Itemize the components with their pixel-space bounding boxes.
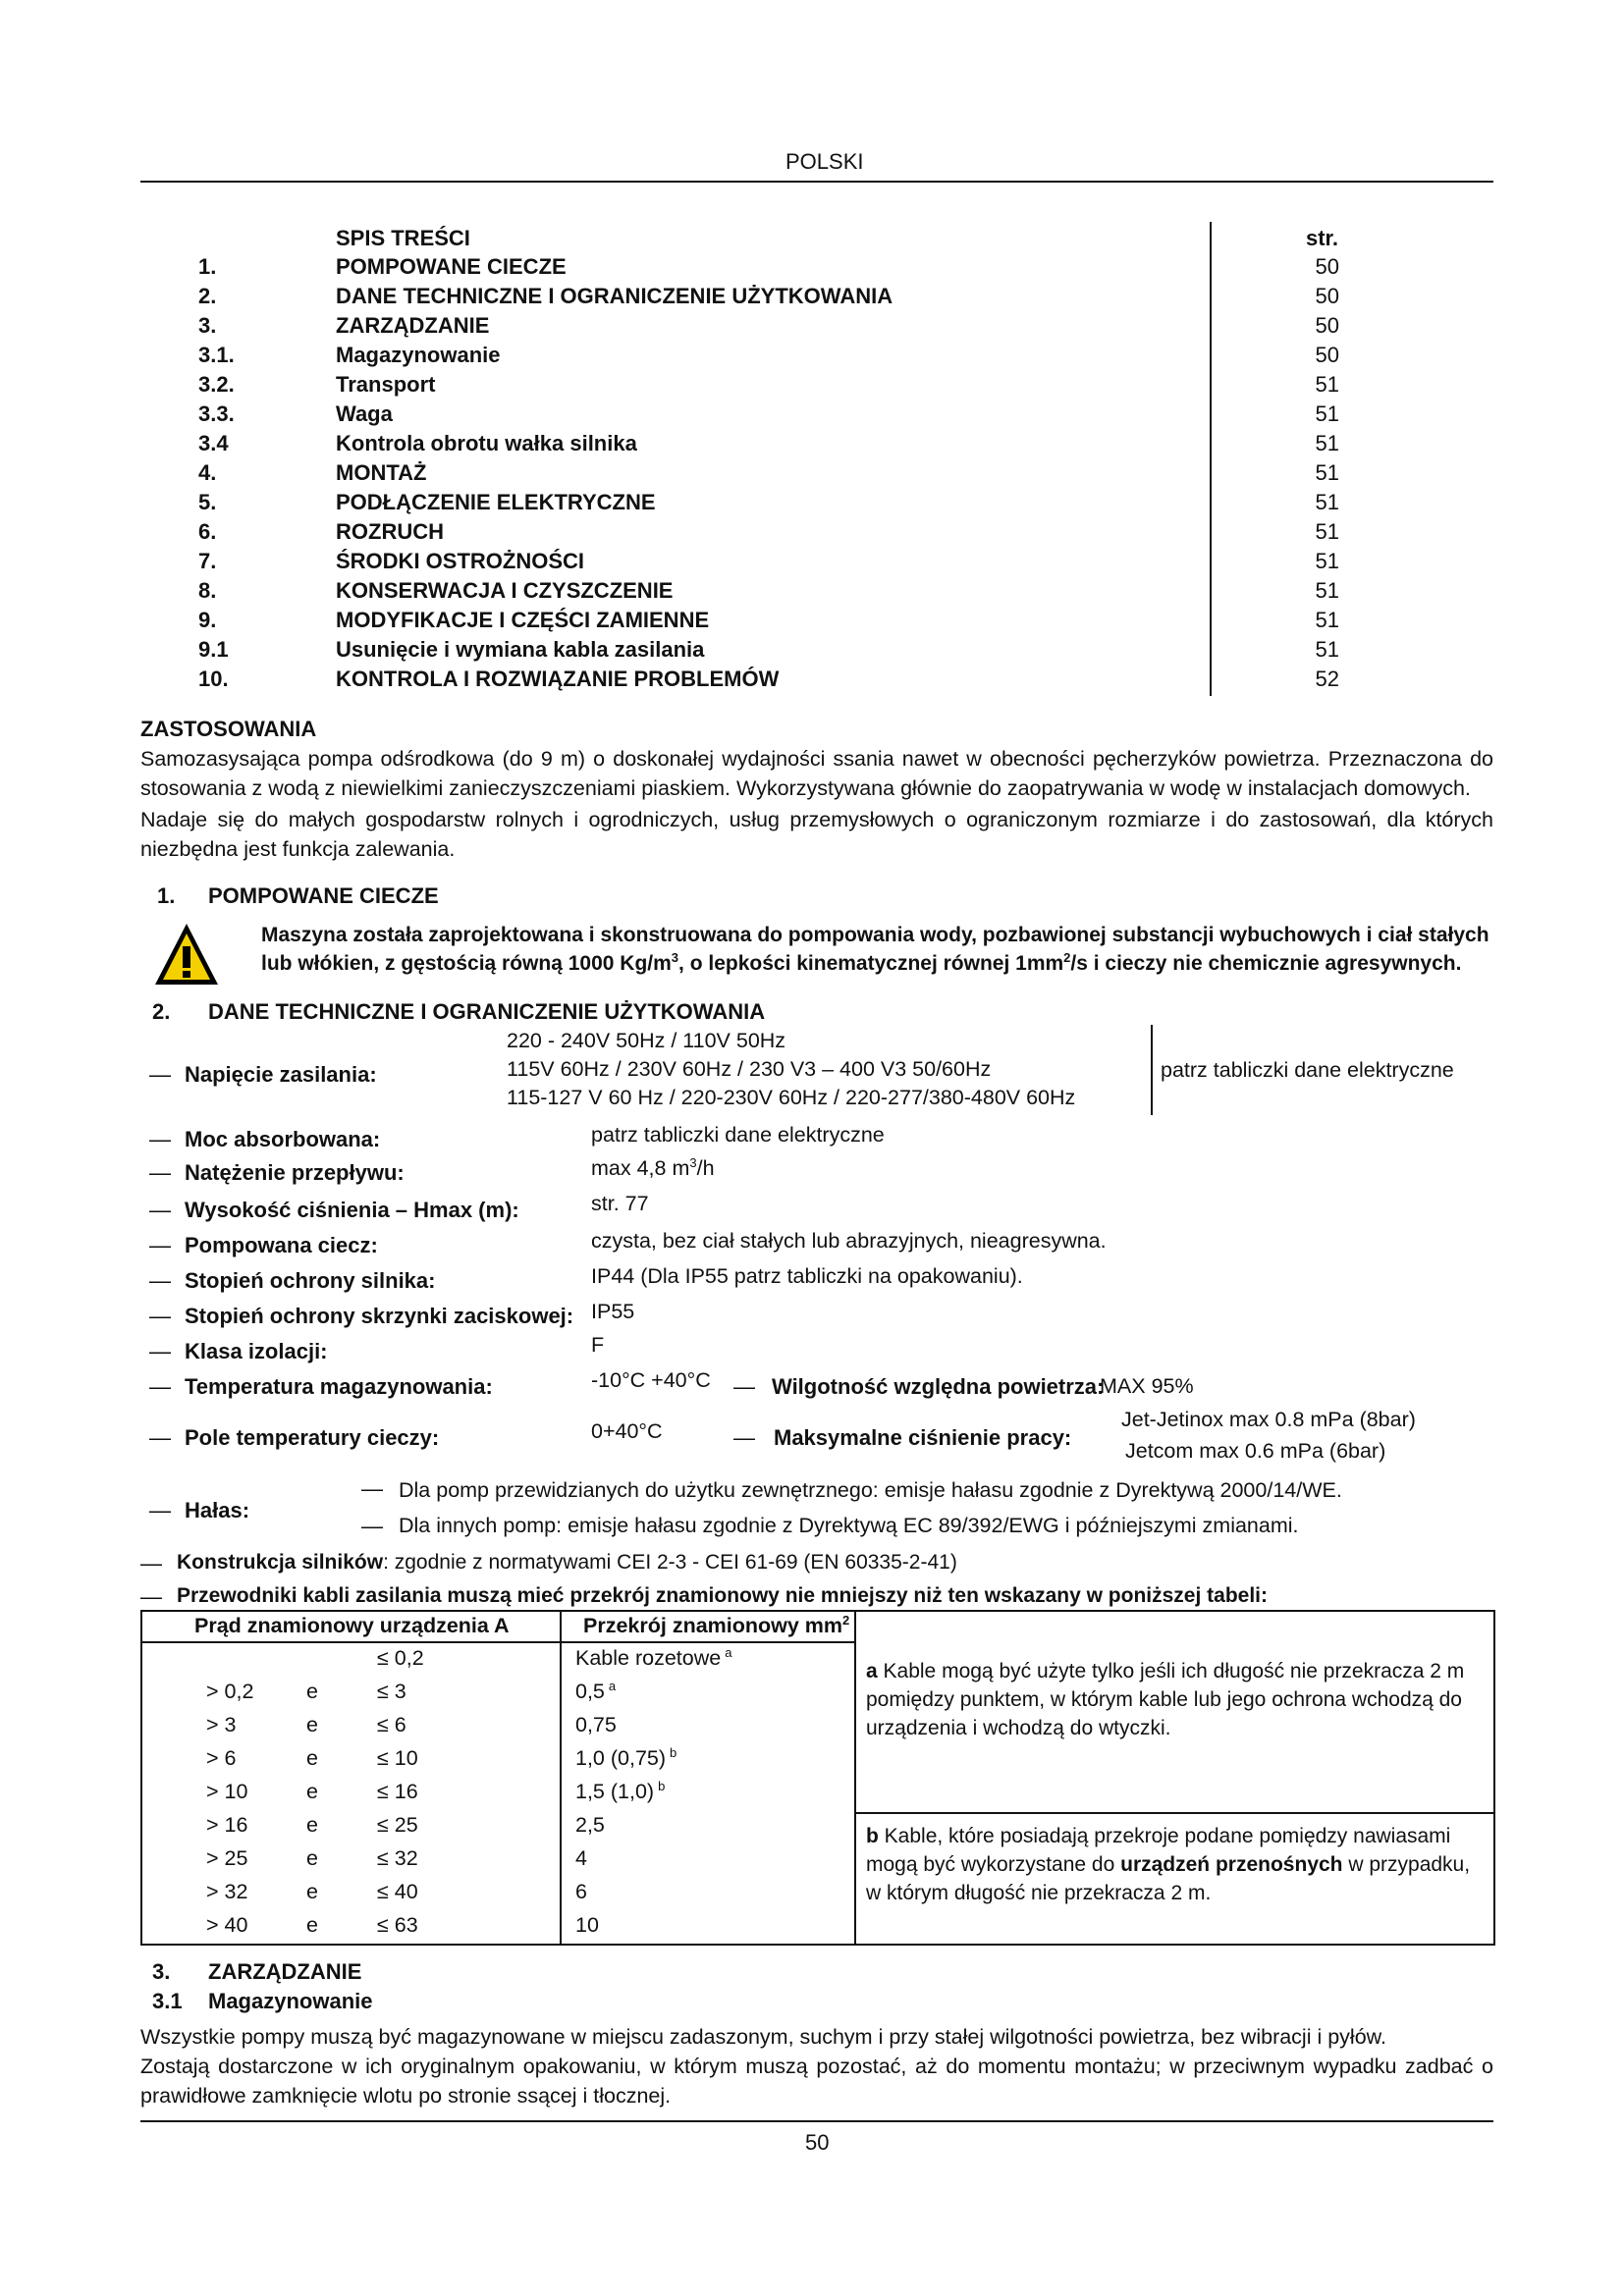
- table-header-current: Prąd znamionowy urządzenia A: [194, 1614, 510, 1637]
- table-cell-upper-bound: ≤ 3: [377, 1680, 406, 1703]
- dash-bullet: —: [733, 1425, 755, 1450]
- toc-entry-page: 51: [1315, 431, 1339, 455]
- footer-rule: [140, 2120, 1493, 2122]
- table-cell-section: [575, 1746, 677, 1771]
- table-cell-section-value: 1,0 (0,75): [575, 1746, 667, 1770]
- warning-line-2-c: /s i cieczy nie chemicznie agresywnych.: [1070, 952, 1462, 975]
- voltage-divider: [1151, 1025, 1153, 1115]
- construction-value: : zgodnie z normatywami CEI 2-3 - CEI 61-69 (EN 60335-2-41): [383, 1551, 957, 1574]
- section-3-paragraph-1: Wszystkie pompy muszą być magazynowane w miejscu zadaszonym, suchym i przy stałej wilgotności powietrza, bez wibracji i pyłów.: [140, 2025, 1386, 2049]
- humidity-value: MAX 95%: [1100, 1374, 1194, 1398]
- table-cell-section: [575, 1646, 731, 1671]
- toc-entry-number: 7.: [198, 549, 217, 573]
- warning-line-2-b: , o lepkości kinematycznej równej 1mm: [678, 952, 1064, 975]
- toc-entry-number: 9.1: [198, 637, 229, 662]
- table-cell-lower-bound: > 6: [206, 1746, 237, 1770]
- table-border: [854, 1610, 856, 1946]
- table-cell-section: [575, 1846, 591, 1871]
- toc-entry: [0, 460, 1624, 490]
- toc-entry: [0, 608, 1624, 637]
- toc-entry-page: 51: [1315, 372, 1339, 397]
- toc-entry-title: Usunięcie i wymiana kabla zasilania: [336, 637, 705, 662]
- storage-temp-label: Temperatura magazynowania:: [185, 1374, 493, 1399]
- toc-entry-page: 51: [1315, 401, 1339, 426]
- table-cell-section-footnote: a: [608, 1678, 617, 1693]
- table-note-b-mark: b: [866, 1825, 879, 1847]
- warning-sup-1: 3: [671, 950, 679, 965]
- toc-entry-title: KONSERWACJA I CZYSZCZENIE: [336, 578, 674, 603]
- liquid-temp-value: 0+40°C: [591, 1419, 663, 1443]
- table-cell-conjunction: e: [306, 1780, 318, 1803]
- table-cell-conjunction: e: [306, 1846, 318, 1870]
- motor-protection-label: Stopień ochrony silnika:: [185, 1268, 436, 1293]
- table-border: [1493, 1610, 1495, 1946]
- table-border: [140, 1610, 142, 1946]
- toc-entry-title: MONTAŻ: [336, 460, 427, 485]
- toc-entry: [0, 578, 1624, 608]
- table-border: [560, 1610, 562, 1946]
- table-note-b-line-2a: mogą być wykorzystane do: [866, 1853, 1121, 1876]
- toc-entry-page: 50: [1315, 343, 1339, 367]
- applications-heading: ZASTOSOWANIA: [140, 717, 317, 741]
- table-note-a-line-2: pomiędzy punktem, w którym kable lub jego ochrona wchodzą do: [866, 1688, 1462, 1711]
- section-3-1-number: 3.1: [152, 1989, 183, 2013]
- warning-triangle-icon: [152, 920, 221, 988]
- toc-entry: [0, 254, 1624, 284]
- toc-entry-title: Waga: [336, 401, 393, 426]
- dash-bullet: —: [149, 1374, 171, 1399]
- section-2-number: 2.: [152, 999, 171, 1024]
- motor-protection-value: IP44 (Dla IP55 patrz tabliczki na opakowaniu).: [591, 1264, 1023, 1288]
- table-cell-conjunction: e: [306, 1880, 318, 1903]
- toc-entry-title: Magazynowanie: [336, 343, 501, 367]
- toc-entry-title: DANE TECHNICZNE I OGRANICZENIE UŻYTKOWANIA: [336, 284, 893, 308]
- section-3-paragraph-2: Zostają dostarczone w ich oryginalnym opakowaniu, w którym muszą pozostać, aż do momentu montażu; w przeciwnym wypadku zadbać o prawidłowe zamknięcie wlotu po stronie ssącej i tłocznej.: [140, 2055, 1493, 2108]
- table-cell-lower-bound: > 10: [206, 1780, 248, 1803]
- toc-entry: [0, 490, 1624, 519]
- dash-bullet: —: [149, 1062, 171, 1087]
- toc-entry-title: MODYFIKACJE I CZĘŚCI ZAMIENNE: [336, 608, 710, 632]
- liquid-label: Pompowana ciecz:: [185, 1233, 378, 1257]
- toc-entry: [0, 313, 1624, 343]
- toc-entry-number: 1.: [198, 254, 217, 279]
- toc-entry: [0, 637, 1624, 667]
- table-cell-lower-bound: > 25: [206, 1846, 248, 1870]
- table-cell-upper-bound: ≤ 0,2: [377, 1646, 424, 1670]
- toc-entry-number: 3.1.: [198, 343, 235, 367]
- section-1-number: 1.: [157, 883, 176, 908]
- toc-entry-page: 51: [1315, 637, 1339, 662]
- flow-number: max 4,8 m: [591, 1156, 690, 1180]
- table-cell-conjunction: e: [306, 1680, 318, 1703]
- dash-bullet: —: [361, 1514, 383, 1538]
- max-pressure-line-1: Jet-Jetinox max 0.8 mPa (8bar): [1121, 1408, 1416, 1431]
- construction-line: [177, 1551, 957, 1575]
- header-rule: [140, 181, 1493, 183]
- dash-bullet: —: [149, 1127, 171, 1151]
- toc-entry-title: KONTROLA I ROZWIĄZANIE PROBLEMÓW: [336, 667, 780, 691]
- table-note-a: [866, 1657, 1464, 1742]
- table-cell-lower-bound: > 32: [206, 1880, 248, 1903]
- table-cell-section-value: 10: [575, 1913, 599, 1937]
- toc-entry-page: 50: [1315, 313, 1339, 338]
- dash-bullet: —: [140, 1551, 162, 1575]
- noise-line-2: Dla innych pomp: emisje hałasu zgodnie z Dyrektywą EC 89/392/EWG i późniejszymi zmianami.: [399, 1514, 1299, 1537]
- flow-label: Natężenie przepływu:: [185, 1160, 405, 1185]
- toc-entry-number: 3.: [198, 313, 217, 338]
- table-cell-upper-bound: ≤ 25: [377, 1813, 418, 1837]
- table-cell-conjunction: e: [306, 1713, 318, 1736]
- table-note-a-line-3: urządzenia i wchodzą do wtyczki.: [866, 1717, 1171, 1739]
- table-cell-upper-bound: ≤ 40: [377, 1880, 418, 1903]
- table-note-a-mark: a: [866, 1660, 878, 1682]
- table-header-section: [583, 1614, 849, 1638]
- table-cell-section-value: Kable rozetowe: [575, 1646, 722, 1670]
- toc-entry-number: 3.2.: [198, 372, 235, 397]
- table-cell-section: [575, 1780, 665, 1804]
- page-header-language: POLSKI: [785, 149, 864, 174]
- table-cell-section-value: 1,5 (1,0): [575, 1780, 655, 1803]
- table-header-section-text: Przekrój znamionowy mm: [583, 1614, 843, 1637]
- toc-entry-number: 2.: [198, 284, 217, 308]
- toc-entry: [0, 431, 1624, 460]
- dash-bullet: —: [149, 1198, 171, 1222]
- section-3-title: ZARZĄDZANIE: [208, 1959, 362, 1984]
- toc-entry: [0, 549, 1624, 578]
- table-note-b-line-2c: w przypadku,: [1342, 1853, 1471, 1876]
- toc-entry-title: Kontrola obrotu wałka silnika: [336, 431, 637, 455]
- table-border: [140, 1641, 856, 1643]
- table-cell-upper-bound: ≤ 32: [377, 1846, 418, 1870]
- table-note-a-line-1: Kable mogą być użyte tylko jeśli ich długość nie przekracza 2 m: [883, 1660, 1465, 1682]
- liquid-value: czysta, bez ciał stałych lub abrazyjnych, nieagresywna.: [591, 1229, 1107, 1253]
- toc-entry-number: 6.: [198, 519, 217, 544]
- toc-entry: [0, 519, 1624, 549]
- applications-paragraph-2: Nadaje się do małych gospodarstw rolnych i ogrodniczych, usług przemysłowych o ograniczonym rozmiarze i do zastosowań, dla których niezbędna jest funkcja zalewania.: [140, 808, 1493, 861]
- warning-line-2: [261, 952, 1461, 976]
- warning-line-2-a: lub włókien, z gęstością równą 1000 Kg/m: [261, 952, 672, 975]
- liquid-temp-label: Pole temperatury cieczy:: [185, 1425, 440, 1450]
- dash-bullet: —: [149, 1304, 171, 1328]
- dash-bullet: —: [149, 1233, 171, 1257]
- toc-entry-number: 10.: [198, 667, 229, 691]
- toc-entry-number: 4.: [198, 460, 217, 485]
- dash-bullet: —: [149, 1498, 171, 1522]
- section-3-number: 3.: [152, 1959, 171, 1984]
- humidity-label: Wilgotność względna powietrza:: [772, 1374, 1105, 1399]
- insulation-label: Klasa izolacji:: [185, 1339, 328, 1363]
- table-cell-section-footnote: b: [670, 1744, 677, 1760]
- table-header-section-sup: 2: [842, 1612, 850, 1628]
- table-border: [140, 1944, 1495, 1946]
- page-number: 50: [805, 2130, 830, 2155]
- table-cell-section: [575, 1813, 609, 1838]
- head-value: str. 77: [591, 1192, 649, 1215]
- toc-entry-page: 51: [1315, 549, 1339, 573]
- insulation-value: F: [591, 1333, 605, 1357]
- toc-entry-page: 51: [1315, 519, 1339, 544]
- table-cell-upper-bound: ≤ 16: [377, 1780, 418, 1803]
- dash-bullet: —: [361, 1476, 383, 1501]
- section-3-1-title: Magazynowanie: [208, 1989, 373, 2013]
- flow-value: [591, 1156, 715, 1181]
- toc-entry-page: 51: [1315, 460, 1339, 485]
- table-cell-section: [575, 1913, 603, 1938]
- voltage-label: Napięcie zasilania:: [185, 1062, 377, 1087]
- table-cell-conjunction: e: [306, 1746, 318, 1770]
- section-2-title: DANE TECHNICZNE I OGRANICZENIE UŻYTKOWANIA: [208, 999, 766, 1024]
- toc-entry: [0, 343, 1624, 372]
- toc-page-column-label: str.: [1306, 226, 1339, 250]
- noise-label: Hałas:: [185, 1498, 250, 1522]
- toc-entry-title: POMPOWANE CIECZE: [336, 254, 567, 279]
- dash-bullet: —: [149, 1268, 171, 1293]
- table-cell-section-value: 4: [575, 1846, 587, 1870]
- toc-entry-page: 50: [1315, 284, 1339, 308]
- voltage-note: patrz tabliczki dane elektryczne: [1161, 1058, 1454, 1082]
- construction-label: Konstrukcja silników: [177, 1551, 384, 1574]
- flow-sup: 3: [689, 1154, 697, 1170]
- noise-line-1: Dla pomp przewidzianych do użytku zewnętrznego: emisje hałasu zgodnie z Dyrektywą 2000/14/WE.: [399, 1478, 1342, 1502]
- storage-temp-value: -10°C +40°C: [591, 1368, 711, 1392]
- table-border: [140, 1610, 1495, 1612]
- toc-entry-title: ROZRUCH: [336, 519, 444, 544]
- flow-unit: /h: [696, 1156, 715, 1180]
- table-cell-upper-bound: ≤ 10: [377, 1746, 418, 1770]
- table-cell-upper-bound: ≤ 6: [377, 1713, 406, 1736]
- section-1-title: POMPOWANE CIECZE: [208, 883, 439, 908]
- table-cell-lower-bound: > 0,2: [206, 1680, 254, 1703]
- toc-entry-title: ŚRODKI OSTROŻNOŚCI: [336, 549, 585, 573]
- dash-bullet: —: [149, 1425, 171, 1450]
- toc-entry-title: ZARZĄDZANIE: [336, 313, 490, 338]
- toc-entry: [0, 284, 1624, 313]
- table-note-b-line-1: Kable, które posiadają przekroje podane pomiędzy nawiasami: [884, 1825, 1451, 1847]
- table-note-b-line-2b: urządzeń przenośnych: [1120, 1853, 1343, 1876]
- table-cell-conjunction: e: [306, 1813, 318, 1837]
- toc-entry-number: 9.: [198, 608, 217, 632]
- table-cell-section-value: 6: [575, 1880, 587, 1903]
- dash-bullet: —: [140, 1584, 162, 1609]
- toc-entry: [0, 667, 1624, 696]
- table-cell-upper-bound: ≤ 63: [377, 1913, 418, 1937]
- toc-entry-page: 50: [1315, 254, 1339, 279]
- table-cell-lower-bound: > 40: [206, 1913, 248, 1937]
- box-protection-label: Stopień ochrony skrzynki zaciskowej:: [185, 1304, 574, 1328]
- toc-entry-number: 8.: [198, 578, 217, 603]
- max-pressure-line-2: Jetcom max 0.6 mPa (6bar): [1125, 1439, 1386, 1463]
- toc-entry-title: PODŁĄCZENIE ELEKTRYCZNE: [336, 490, 656, 514]
- voltage-line-3: 115-127 V 60 Hz / 220-230V 60Hz / 220-277/380-480V 60Hz: [507, 1086, 1076, 1109]
- table-cell-section-value: 0,75: [575, 1713, 617, 1736]
- toc-entry: [0, 372, 1624, 401]
- power-value: patrz tabliczki dane elektryczne: [591, 1123, 885, 1147]
- power-label: Moc absorbowana:: [185, 1127, 381, 1151]
- applications-paragraph-1: Samozasysająca pompa odśrodkowa (do 9 m) o doskonałej wydajności ssania nawet w obecności pęcherzyków powietrza. Przeznaczona do stosowania z wodą z niewielkimi zanieczyszczeniami piaskiem. Wykorzystywana głównie do zaopatrywania w wodę w instalacjach domowych.: [140, 747, 1493, 800]
- toc-entry-number: 5.: [198, 490, 217, 514]
- toc-entry-page: 51: [1315, 490, 1339, 514]
- dash-bullet: —: [733, 1374, 755, 1399]
- toc-title: SPIS TREŚCI: [336, 226, 470, 250]
- table-cell-section: [575, 1680, 616, 1704]
- table-cell-section-value: 0,5: [575, 1680, 605, 1703]
- toc-entry-page: 52: [1315, 667, 1339, 691]
- table-cell-lower-bound: > 3: [206, 1713, 237, 1736]
- table-border: [854, 1812, 1494, 1814]
- toc-entry-title: Transport: [336, 372, 436, 397]
- toc-entry: [0, 401, 1624, 431]
- table-note-b-line-3: w którym długość nie przekracza 2 m.: [866, 1882, 1212, 1904]
- table-cell-section-footnote: b: [658, 1778, 666, 1793]
- table-note-b: [866, 1822, 1470, 1907]
- warning-sup-2: 2: [1063, 950, 1071, 965]
- head-label: Wysokość ciśnienia – Hmax (m):: [185, 1198, 519, 1222]
- toc-entry-number: 3.4: [198, 431, 229, 455]
- cables-note: Przewodniki kabli zasilania muszą mieć przekrój znamionowy nie mniejszy niż ten wskazany w poniższej tabeli:: [177, 1584, 1268, 1607]
- table-cell-lower-bound: > 16: [206, 1813, 248, 1837]
- warning-line-1: Maszyna została zaprojektowana i skonstruowana do pompowania wody, pozbawionej substancji wybuchowych i ciał stałych: [261, 924, 1489, 946]
- table-cell-section-value: 2,5: [575, 1813, 605, 1837]
- table-cell-section-footnote: a: [725, 1644, 732, 1660]
- table-cell-conjunction: e: [306, 1913, 318, 1937]
- toc-entry-page: 51: [1315, 578, 1339, 603]
- table-cell-section: [575, 1713, 621, 1737]
- dash-bullet: —: [149, 1160, 171, 1185]
- box-protection-value: IP55: [591, 1300, 635, 1323]
- toc-entry-page: 51: [1315, 608, 1339, 632]
- max-pressure-label: Maksymalne ciśnienie pracy:: [774, 1425, 1072, 1450]
- table-cell-section: [575, 1880, 591, 1904]
- toc-entry-number: 3.3.: [198, 401, 235, 426]
- voltage-line-1: 220 - 240V 50Hz / 110V 50Hz: [507, 1029, 786, 1052]
- voltage-line-2: 115V 60Hz / 230V 60Hz / 230 V3 – 400 V3 50/60Hz: [507, 1057, 992, 1081]
- dash-bullet: —: [149, 1339, 171, 1363]
